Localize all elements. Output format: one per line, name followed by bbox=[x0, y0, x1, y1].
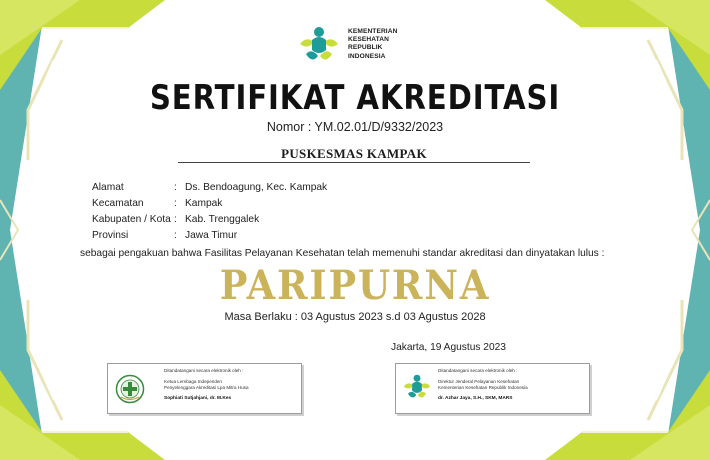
facility-underline bbox=[178, 162, 530, 163]
ministry-logo bbox=[296, 26, 416, 70]
detail-label: Kabupaten / Kota bbox=[92, 214, 171, 225]
ministry-line-1: KEMENTERIAN bbox=[348, 28, 398, 35]
certificate-number: Nomor : YM.02.01/D/9332/2023 bbox=[266, 120, 444, 134]
signer-position-line-1: Direktur Jenderal Pelayanan Kesehatan bbox=[438, 379, 520, 384]
signed-note: Ditandatangani secara elektronik oleh : bbox=[438, 368, 518, 373]
detail-colon: : bbox=[174, 198, 177, 209]
detail-value: Jawa Timur bbox=[185, 230, 238, 241]
ministry-emblem-small-icon bbox=[401, 371, 433, 405]
place-date: Jakarta, 19 Agustus 2023 bbox=[391, 342, 506, 353]
signature-box-right bbox=[395, 363, 590, 414]
signer-name: Sophiati Sutjahjani, dr. M.Kes bbox=[164, 396, 232, 401]
signed-note: Ditandatangani secara elektronik oleh : bbox=[164, 368, 244, 373]
validity-period: Masa Berlaku : 03 Agustus 2023 s.d 03 Agustus 2028 bbox=[224, 311, 486, 323]
detail-label: Alamat bbox=[92, 182, 124, 193]
signature-text-right bbox=[438, 368, 528, 402]
ministry-name bbox=[348, 28, 397, 61]
detail-label: Provinsi bbox=[92, 230, 129, 241]
ministry-line-3: REPUBLIK bbox=[348, 44, 383, 52]
signature-text-left bbox=[164, 368, 249, 402]
detail-colon: : bbox=[174, 230, 177, 241]
detail-colon: : bbox=[174, 214, 177, 225]
ministry-emblem-icon bbox=[296, 26, 342, 66]
certificate-title: SERTIFIKAT AKREDITASI bbox=[149, 78, 561, 118]
accreditation-status: PARIPURNA bbox=[219, 262, 491, 309]
accreditation-body-seal-icon bbox=[115, 374, 145, 404]
signer-position-line-2: Penyelenggara Akreditasi Lpa Mitra Husa bbox=[164, 385, 249, 390]
signature-box-left bbox=[107, 363, 302, 414]
signer-position-line-1: Ketua Lembaga Independen bbox=[164, 379, 222, 384]
signer-name: dr. Azhar Jaya, S.H., SKM, MARS bbox=[438, 396, 513, 401]
detail-label: Kecamatan bbox=[92, 198, 144, 209]
detail-value: Kab. Trenggalek bbox=[185, 214, 260, 225]
signer-position-line-2: Kementerian Kesehatan Republik Indonesia bbox=[438, 385, 528, 390]
ministry-line-2: KESEHATAN bbox=[348, 36, 389, 44]
detail-value: Ds. Bendoagung, Kec. Kampak bbox=[185, 182, 328, 193]
ministry-line-4: INDONESIA bbox=[348, 52, 386, 60]
detail-colon: : bbox=[174, 182, 177, 193]
accreditation-statement: sebagai pengakuan bahwa Fasilitas Pelayanan Kesehatan telah memenuhi standar akreditasi dan dinyatakan lulus : bbox=[80, 248, 605, 259]
facility-name: PUSKESMAS KAMPAK bbox=[281, 146, 427, 161]
detail-value: Kampak bbox=[185, 198, 223, 209]
